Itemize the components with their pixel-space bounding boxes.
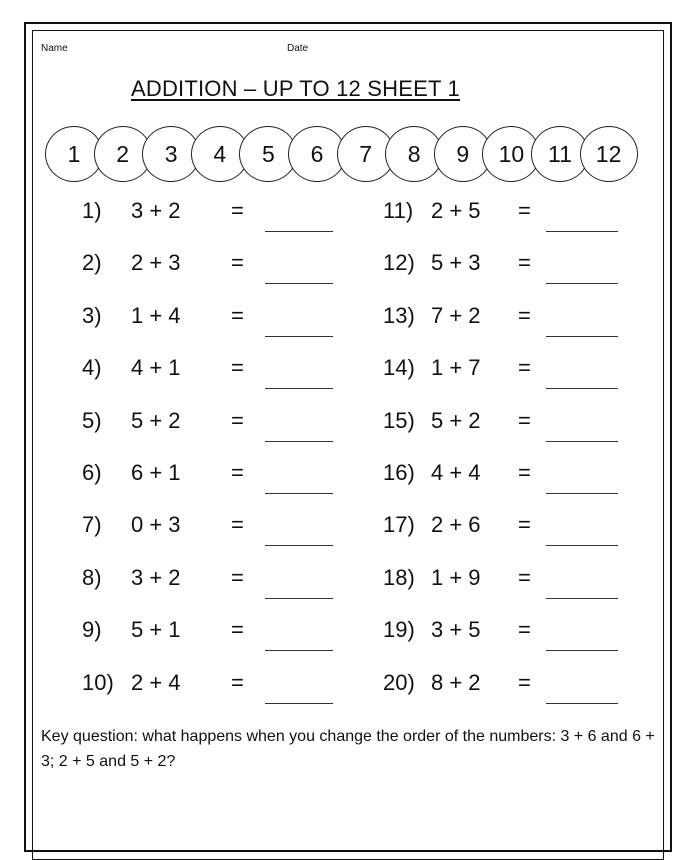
equals-sign: = xyxy=(518,355,531,381)
number-circle: 6 xyxy=(288,126,346,182)
answer-blank[interactable] xyxy=(546,545,618,546)
answer-blank[interactable] xyxy=(546,441,618,442)
problem-expression: 5 + 2 xyxy=(431,407,481,433)
equals-sign: = xyxy=(518,250,531,276)
answer-blank[interactable] xyxy=(265,703,333,704)
number-circle: 10 xyxy=(482,126,540,182)
equals-sign: = xyxy=(231,460,244,485)
answer-blank[interactable] xyxy=(265,493,333,494)
problem-number: 5) xyxy=(82,407,102,433)
equals-sign: = xyxy=(231,512,244,538)
answer-blank[interactable] xyxy=(546,388,618,389)
number-circle: 9 xyxy=(434,126,492,182)
problem-number: 3) xyxy=(82,302,102,328)
equals-sign: = xyxy=(518,302,531,328)
equals-sign: = xyxy=(231,355,244,381)
problem-number: 19) xyxy=(383,617,415,643)
equals-sign: = xyxy=(231,617,244,643)
problem-number: 14) xyxy=(383,355,415,381)
answer-blank[interactable] xyxy=(546,336,618,337)
number-circle: 4 xyxy=(191,126,249,182)
problem-expression: 2 + 5 xyxy=(431,198,481,223)
problem-expression: 2 + 4 xyxy=(131,669,181,695)
number-circle: 8 xyxy=(385,126,443,182)
number-circle: 1 xyxy=(45,126,103,182)
problem-expression: 6 + 1 xyxy=(131,460,181,485)
problem-number: 10) xyxy=(82,669,114,695)
problem-expression: 5 + 3 xyxy=(431,250,481,276)
problem-expression: 1 + 7 xyxy=(431,355,481,381)
answer-blank[interactable] xyxy=(546,493,618,494)
problem-expression: 8 + 2 xyxy=(431,669,481,695)
equals-sign: = xyxy=(518,198,531,223)
equals-sign: = xyxy=(231,669,244,695)
equals-sign: = xyxy=(231,564,244,590)
problem-expression: 5 + 1 xyxy=(131,617,181,643)
problem-expression: 2 + 6 xyxy=(431,512,481,538)
problem-number: 13) xyxy=(383,302,415,328)
equals-sign: = xyxy=(231,198,244,223)
name-label: Name xyxy=(41,43,68,54)
problem-expression: 7 + 2 xyxy=(431,302,481,328)
equals-sign: = xyxy=(231,250,244,276)
problem-expression: 5 + 2 xyxy=(131,407,181,433)
answer-blank[interactable] xyxy=(546,703,618,704)
problem-number: 15) xyxy=(383,407,415,433)
problem-expression: 2 + 3 xyxy=(131,250,181,276)
answer-blank[interactable] xyxy=(546,231,618,232)
equals-sign: = xyxy=(518,460,531,485)
number-circle: 2 xyxy=(94,126,152,182)
problem-number: 12) xyxy=(383,250,415,276)
answer-blank[interactable] xyxy=(265,388,333,389)
problem-number: 7) xyxy=(82,512,102,538)
equals-sign: = xyxy=(518,512,531,538)
answer-blank[interactable] xyxy=(265,336,333,337)
answer-blank[interactable] xyxy=(546,283,618,284)
problem-expression: 3 + 5 xyxy=(431,617,481,643)
equals-sign: = xyxy=(231,302,244,328)
problem-expression: 0 + 3 xyxy=(131,512,181,538)
equals-sign: = xyxy=(518,407,531,433)
problem-number: 2) xyxy=(82,250,102,276)
problem-number: 4) xyxy=(82,355,102,381)
problem-number: 17) xyxy=(383,512,415,538)
problem-number: 16) xyxy=(383,460,415,485)
problem-expression: 1 + 4 xyxy=(131,302,181,328)
answer-blank[interactable] xyxy=(265,441,333,442)
number-circle: 11 xyxy=(531,126,589,182)
equals-sign: = xyxy=(518,564,531,590)
number-circle: 5 xyxy=(239,126,297,182)
number-circle: 12 xyxy=(580,126,638,182)
equals-sign: = xyxy=(518,669,531,695)
problem-number: 8) xyxy=(82,564,102,590)
equals-sign: = xyxy=(518,617,531,643)
number-circle: 7 xyxy=(337,126,395,182)
answer-blank[interactable] xyxy=(265,283,333,284)
answer-blank[interactable] xyxy=(265,231,333,232)
problem-number: 18) xyxy=(383,564,415,590)
problem-expression: 3 + 2 xyxy=(131,564,181,590)
answer-blank[interactable] xyxy=(265,650,333,651)
problem-number: 1) xyxy=(82,198,102,223)
answer-blank[interactable] xyxy=(546,598,618,599)
problem-expression: 4 + 4 xyxy=(431,460,481,485)
problem-expression: 1 + 9 xyxy=(431,564,481,590)
answer-blank[interactable] xyxy=(265,545,333,546)
answer-blank[interactable] xyxy=(265,598,333,599)
answer-blank[interactable] xyxy=(546,650,618,651)
problem-number: 9) xyxy=(82,617,102,643)
problem-expression: 3 + 2 xyxy=(131,198,181,223)
problem-number: 6) xyxy=(82,460,102,485)
date-label: Date xyxy=(287,43,309,54)
problem-expression: 4 + 1 xyxy=(131,355,181,381)
problem-number: 20) xyxy=(383,669,415,695)
problem-number: 11) xyxy=(383,198,414,223)
worksheet-title: ADDITION – UP TO 12 SHEET 1 xyxy=(131,76,460,101)
number-circle: 3 xyxy=(142,126,200,182)
key-question: Key question: what happens when you change the order of the numbers: 3 + 6 and 6 + 3; 2 + 5 and 5 + 2? xyxy=(41,728,655,770)
equals-sign: = xyxy=(231,407,244,433)
